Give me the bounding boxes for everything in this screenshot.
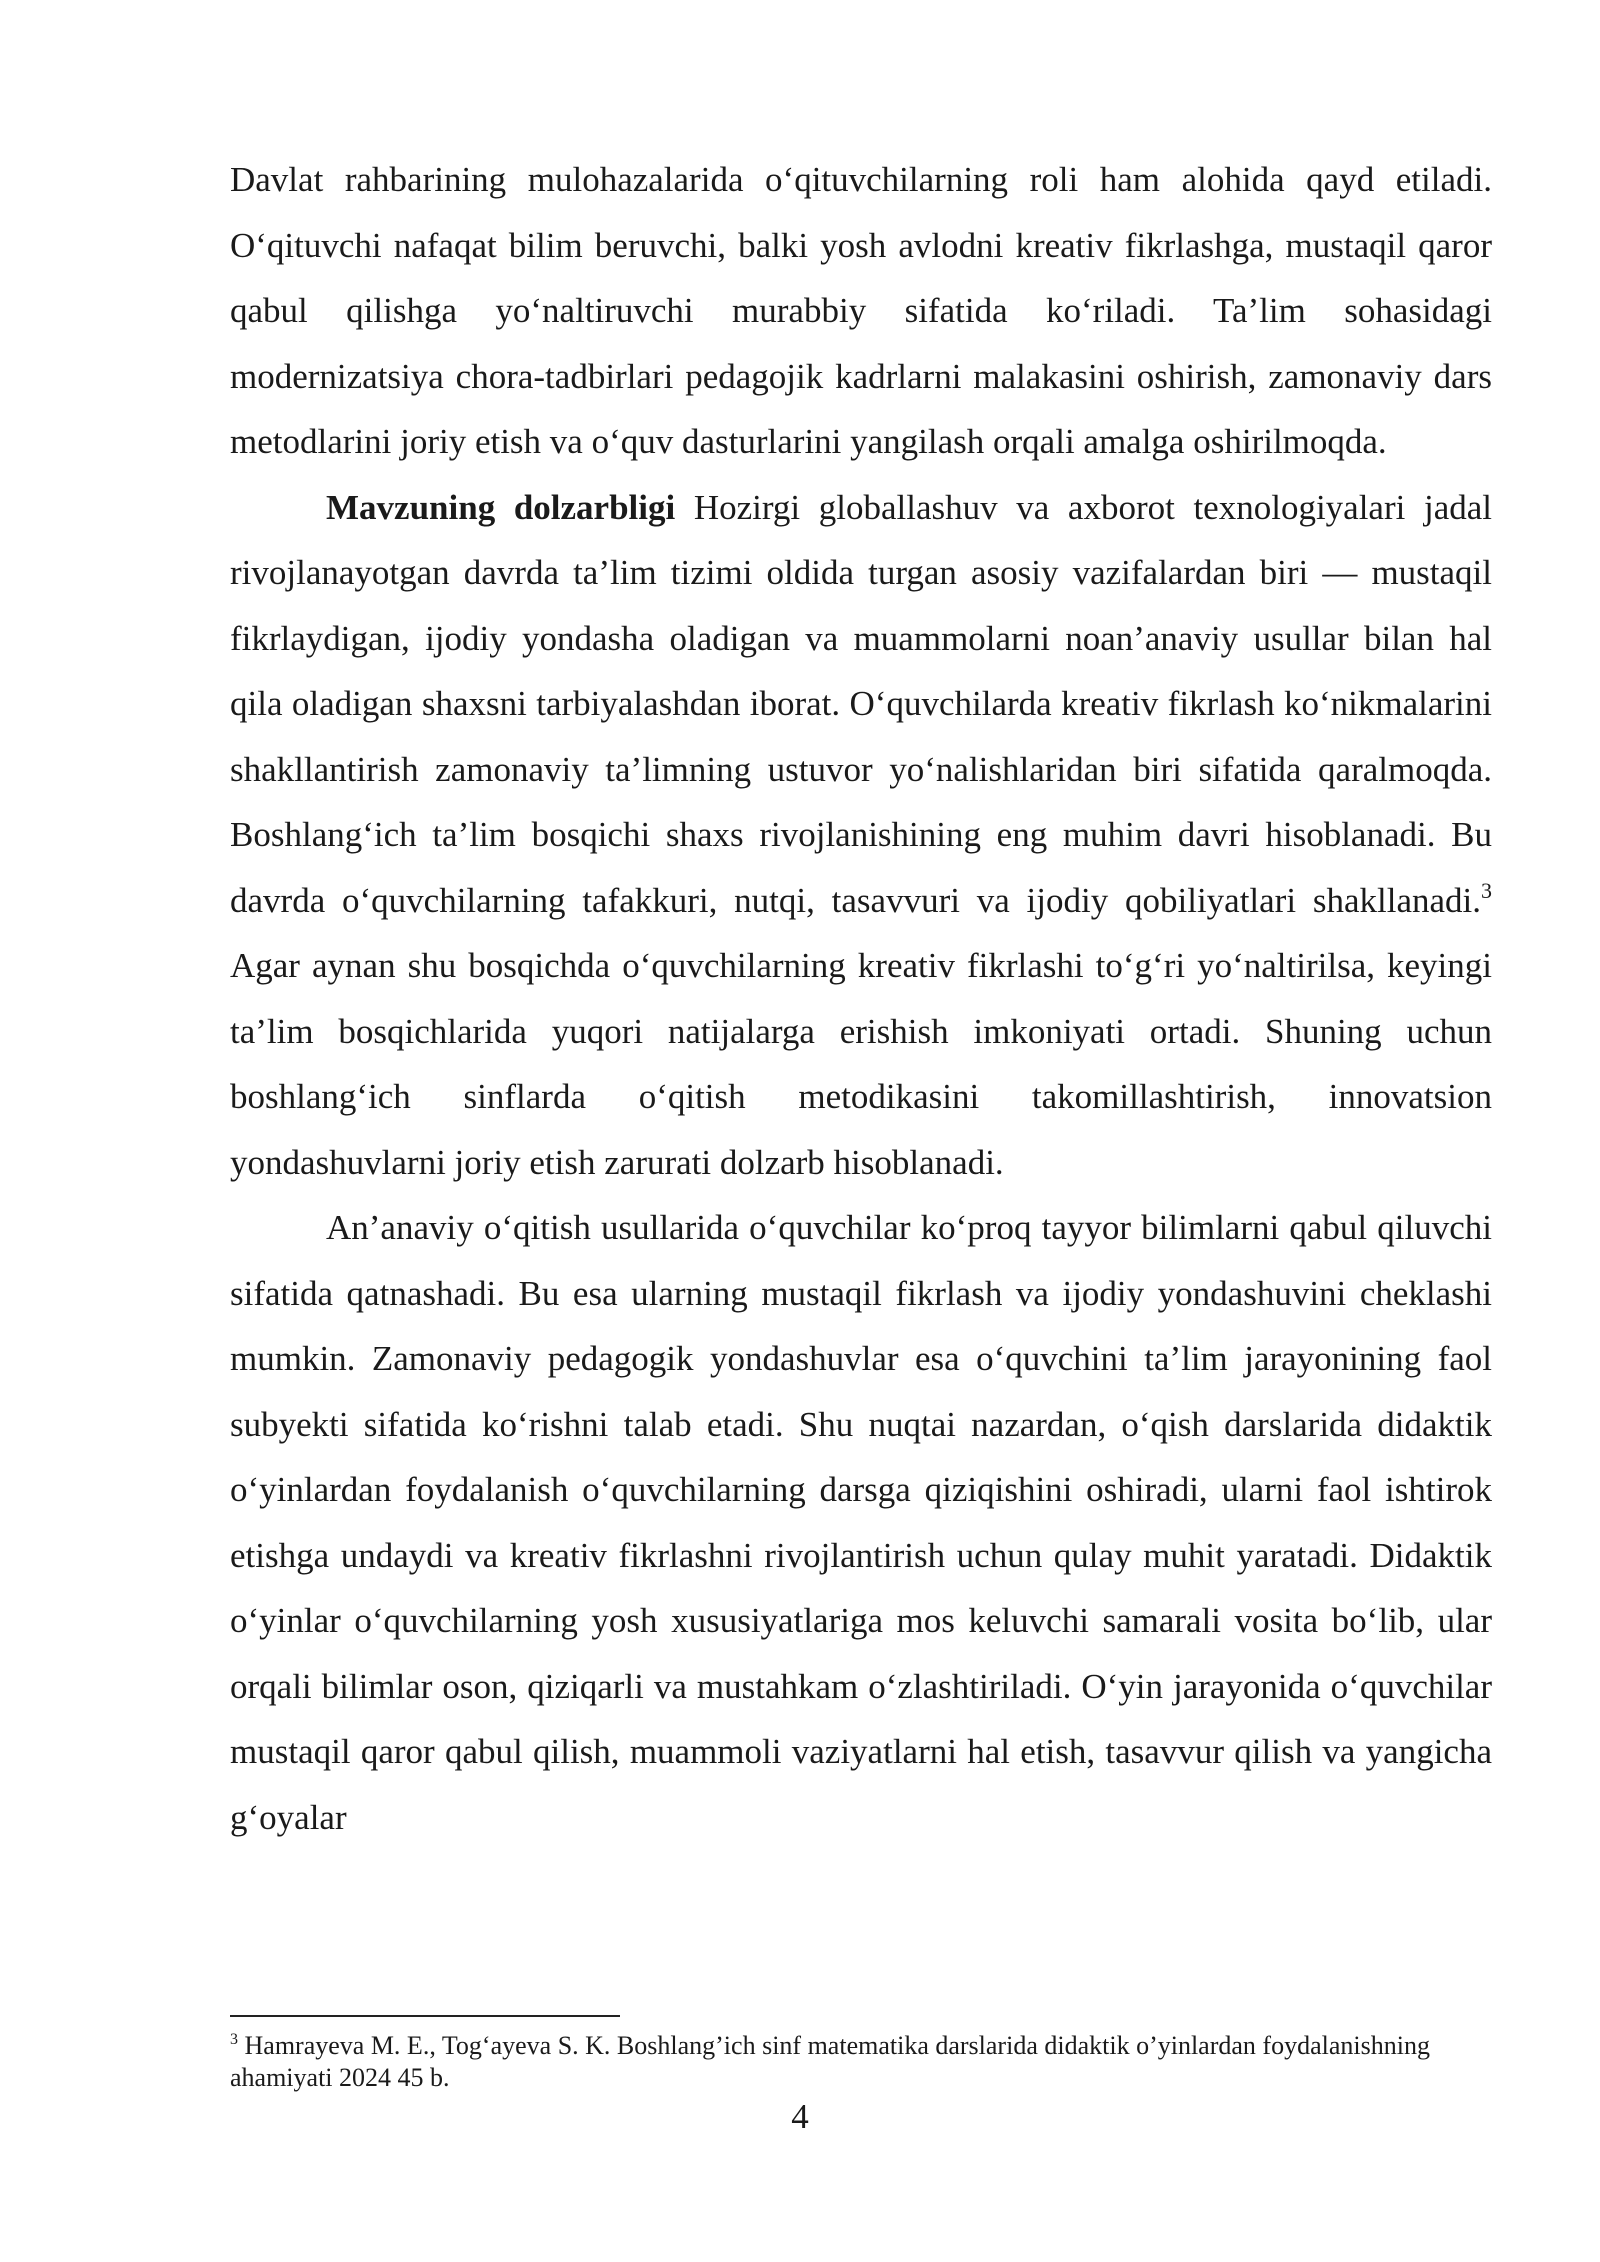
footnote bbox=[230, 2030, 1492, 2094]
paragraph-1-text: Davlat rahbarining mulohazalarida o‘qituvchilarning roli ham alohida qayd etiladi. O‘qituvchi nafaqat bilim beruvchi, balki yosh avlodni kreativ fikrlashga, mustaqil qaror qabul qilishga yo‘naltiruvchi murabbiy sifatida ko‘riladi. Ta’lim sohasidagi modernizatsiya chora-tadbirlari pedagojik kadrlarni malakasini oshirish, zamonaviy dars metodlarini joriy etish va o‘quv dasturlarini yangilash orqali amalga oshirilmoqda. bbox=[230, 160, 1492, 461]
body-text bbox=[230, 147, 1492, 1850]
page-number: 4 bbox=[791, 2097, 809, 2136]
paragraph-1 bbox=[230, 147, 1492, 475]
paragraph-2 bbox=[230, 475, 1492, 1196]
paragraph-2-text-a: Hozirgi globallashuv va axborot texnologiyalari jadal rivojlanayotgan davrda ta’lim tizimi oldida turgan asosiy vazifalardan biri — mustaqil fikrlaydigan, ijodiy yondasha oladigan va muammolarni noan’anaviy usullar bilan hal qila oladigan shaxsni tarbiyalashdan iborat. O‘quvchilarda kreativ fikrlash ko‘nikmalarini shakllantirish zamonaviy ta’limning ustuvor yo‘nalishlaridan biri sifatida qaralmoqda. Boshlang‘ich ta’lim bosqichi shaxs rivojlanishining eng muhim davri hisoblanadi. Bu davrda o‘quvchilarning tafakkuri, nutqi, tasavvuri va ijodiy qobiliyatlari shakllanadi. bbox=[230, 487, 1492, 920]
footnote-marker: 3 bbox=[230, 2031, 238, 2048]
footnote-reference[interactable]: 3 bbox=[1481, 877, 1492, 903]
footnote-separator bbox=[230, 2015, 620, 2017]
paragraph-3 bbox=[230, 1195, 1492, 1850]
section-heading: Mavzuning dolzarbligi bbox=[326, 487, 676, 527]
paragraph-3-text: An’anaviy o‘qitish usullarida o‘quvchilar ko‘proq tayyor bilimlarni qabul qiluvchi sifatida qatnashadi. Bu esa ularning mustaqil fikrlash va ijodiy yondashuvini cheklashi mumkin. Zamonaviy pedagogik yondashuvlar esa o‘quvchini ta’lim jarayonining faol subyekti sifatida ko‘rishni talab etadi. Shu nuqtai nazardan, o‘qish darslarida didaktik o‘yinlardan foydalanish o‘quvchilarning darsga qiziqishini oshiradi, ularni faol ishtirok etishga undaydi va kreativ fikrlashni rivojlantirish uchun qulay muhit yaratadi. Didaktik o‘yinlar o‘quvchilarning yosh xususiyatlariga mos keluvchi samarali vosita bo‘lib, ular orqali bilimlar oson, qiziqarli va mustahkam o‘zlashtiriladi. O‘yin jarayonida o‘quvchilar mustaqil qaror qabul qilish, muammoli vaziyatlarni hal etish, tasavvur qilish va yangicha g‘oyalar bbox=[230, 1208, 1492, 1837]
paragraph-2-text-b: Agar aynan shu bosqichda o‘quvchilarning kreativ fikrlashi to‘g‘ri yo‘naltirilsa, keyingi ta’lim bosqichlarida yuqori natijalarga erishish imkoniyati ortadi. Shuning uchun boshlang‘ich sinflarda o‘qitish metodikasini takomillashtirish, innovatsion yondashuvlarni joriy etish zarurati dolzarb hisoblanadi. bbox=[230, 946, 1492, 1182]
footnote-text: Hamrayeva M. E., Tog‘ayeva S. K. Boshlang’ich sinf matematika darslarida didaktik o’yinlardan foydalanishning ahamiyati 2024 45 b. bbox=[230, 2031, 1430, 2092]
